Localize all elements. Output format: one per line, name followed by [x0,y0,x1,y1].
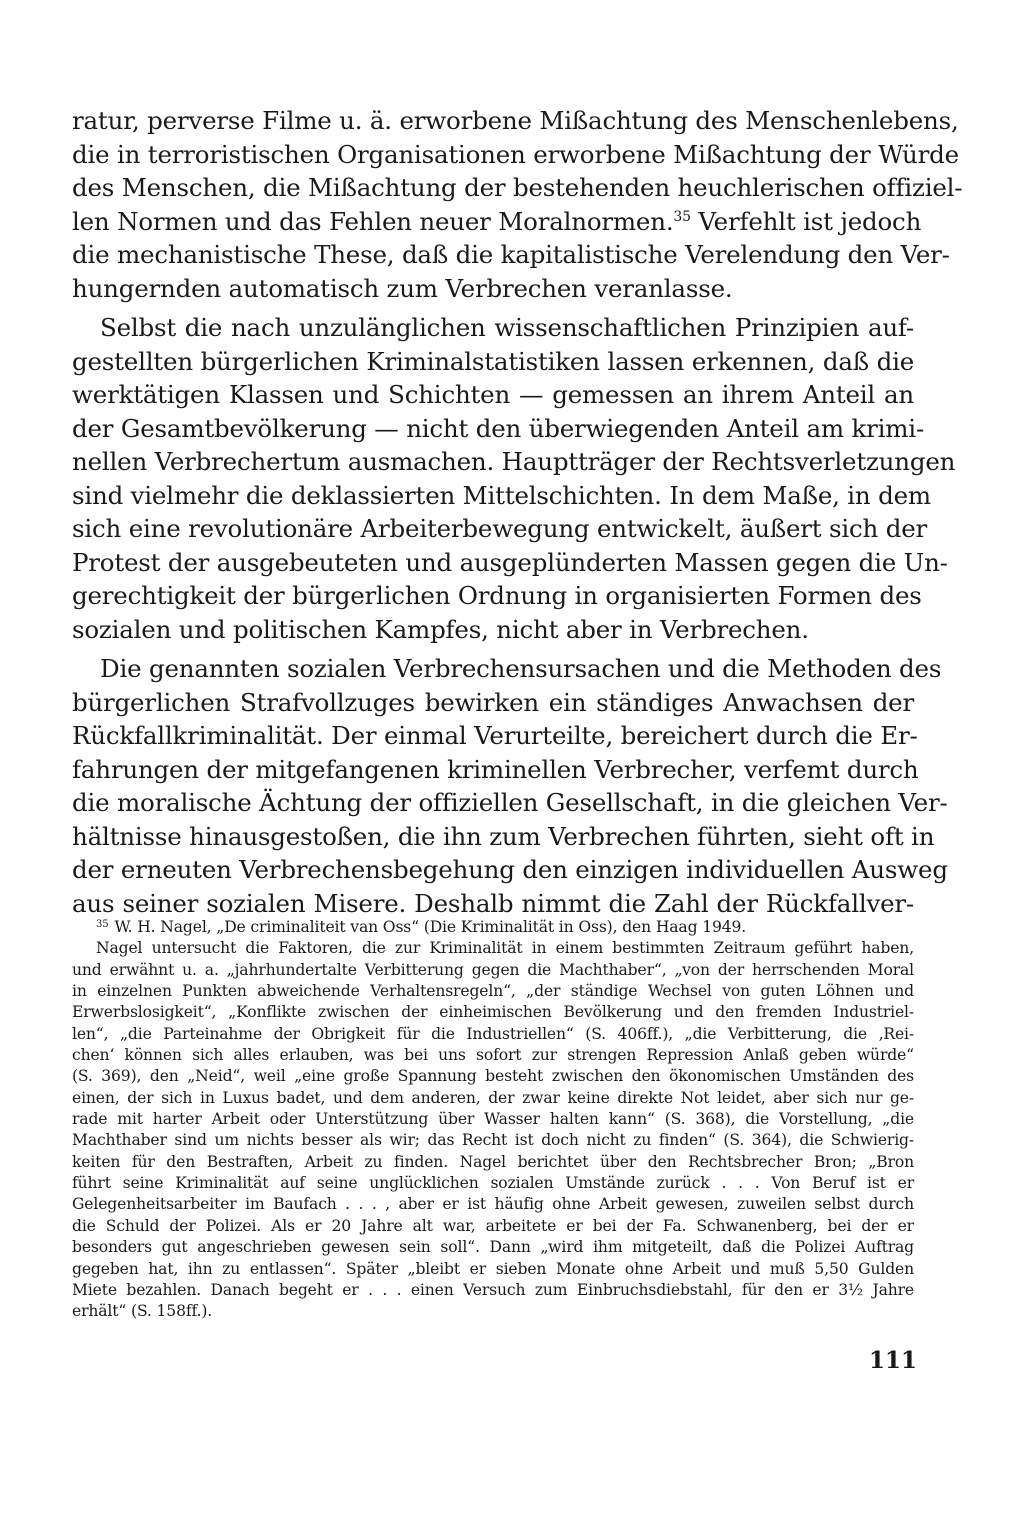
footnote-line: rade mit harter Arbeit oder Unterstützung über Wasser halten kann“ (S. 368), die Vorstellung, „die [72,1110,914,1129]
footnote-line: und erwähnt u. a. „jahrhundertalte Verbitterung gegen die Machthaber“, „von der herrschenden Moral [72,960,914,979]
body-line: werktätigen Klassen und Schichten — gemessen an ihrem Anteil an [72,380,914,409]
footnote-line: len“, „die Parteinahme der Obrigkeit für die Industriellen“ (S. 406ff.), „die Verbitterung, die ‚Rei- [72,1024,914,1043]
body-line: Die genannten sozialen Verbrechensursachen und die Methoden des [100,654,942,683]
body-line: Protest der ausgebeuteten und ausgeplünderten Massen gegen die Un- [72,547,948,577]
footnote-line-text: W. H. Nagel, „De criminaliteit van Oss“ (Die Kriminalität in Oss), den Haag 1949. [114,918,747,936]
body-line: bürgerlichen Strafvollzuges bewirken ein ständiges Anwachsen der [72,687,914,717]
body-line: sich eine revolutionäre Arbeiterbewegung entwickelt, äußert sich der [72,514,928,543]
footnote-line: Gelegenheitsarbeiter im Baufach . . . , aber er ist häufig ohne Arbeit gewesen, zuweilen selbst durch [72,1195,914,1214]
body-line: Selbst die nach unzulänglichen wissenschaftlichen Prinzipien auf- [100,313,914,342]
body-line: die mechanistische These, daß die kapitalistische Verelendung den Ver- [72,240,950,269]
body-line: gerechtigkeit der bürgerlichen Ordnung in organisierten Formen des [72,581,922,610]
footnote-line: (S. 369), den „Neid“, weil „eine große Spannung besteht zwischen den ökonomischen Umständen des [72,1067,914,1086]
footnote-block [72,917,914,1323]
footnote-line: einen, der sich in Luxus badet, und dem anderen, der zwar keine direkte Not leidet, aber sich nur ge- [72,1088,914,1107]
main-text [72,104,963,920]
body-line: Rückfallkriminalität. Der einmal Verurteilte, bereichert durch die Er- [72,721,918,750]
footnote-line: besonders gut angeschrieben gewesen sein soll“. Dann „wird ihm mitgeteilt, daß die Polizei Auftrag [72,1238,914,1257]
footnote-line: Nagel untersucht die Faktoren, die zur Kriminalität in einem bestimmten Zeitraum geführt haben, [96,939,914,958]
footnote-line: Erwerbslosigkeit“, „Konflikte zwischen der einheimischen Bevölkerung und den fremden Industriel- [72,1003,914,1022]
page-number: 111 [868,1347,917,1374]
body-line: aus seiner sozialen Misere. Deshalb nimmt die Zahl der Rückfallver- [72,888,914,918]
body-line: der erneuten Verbrechensbegehung den einzigen individuellen Ausweg [72,855,948,884]
footnote-line: Machthaber sind um nichts besser als wir; das Recht ist doch nicht zu finden“ (S. 364), die Schwierig- [72,1131,914,1150]
body-line [72,205,922,239]
body-line: nellen Verbrechertum ausmachen. Hauptträger der Rechtsverletzungen [72,447,956,476]
body-line-text: Verfehlt ist jedoch [690,206,922,236]
footnote-marker: 35 [96,919,109,930]
footnote-line: gegeben hat, ihn zu entlassen“. Später „bleibt er sieben Monate ohne Arbeit und muß 5,50 Gulden [72,1259,914,1278]
footnote-line: keiten für den Bestraften, Arbeit zu finden. Nagel berichtet über den Rechtsbrecher Bron; „Bron [72,1152,914,1171]
body-line: sozialen und politischen Kampfes, nicht aber in Verbrechen. [72,614,809,644]
body-line: hältnisse hinausgestoßen, die ihn zum Verbrechen führten, sieht oft in [72,821,935,851]
body-line: hungernden automatisch zum Verbrechen veranlasse. [72,273,733,303]
footnote-line: führt seine Kriminalität auf seine unglücklichen sozialen Umstände zurück . . . Von Beruf ist er [72,1174,914,1193]
body-line: fahrungen der mitgefangenen kriminellen Verbrecher, verfemt durch [72,754,919,784]
body-line: sind vielmehr die deklassierten Mittelschichten. In dem Maße, in dem [72,480,931,510]
body-line-text: len Normen und das Fehlen neuer Moralnormen. [72,206,674,236]
body-line: die moralische Ächtung der offiziellen Gesellschaft, in die gleichen Ver- [72,788,948,817]
body-line: des Menschen, die Mißachtung der bestehenden heuchlerischen offiziel- [72,173,963,202]
body-line: ratur, perverse Filme u. ä. erworbene Mißachtung des Menschenlebens, [72,106,959,135]
footnote-line: in einzelnen Punkten abweichende Verhaltensregeln“, „der ständige Wechsel von guten Löhnen und [72,982,914,1001]
footnote-reference: 35 [673,208,691,225]
body-line: die in terroristischen Organisationen erworbene Mißachtung der Würde [72,139,959,169]
footnote-line: die Schuld der Polizei. Als er 20 Jahre alt war, arbeitete er bei der Fa. Schwanenberg, bei der er [72,1216,914,1235]
body-line: gestellten bürgerlichen Kriminalstatistiken lassen erkennen, daß die [72,346,914,376]
footnote-line: erhält“ (S. 158ff.). [72,1302,213,1321]
body-line: der Gesamtbevölkerung — nicht den überwiegenden Anteil am krimi- [72,413,925,443]
footnote-line: Miete bezahlen. Danach begeht er . . . einen Versuch zum Einbruchsdiebstahl, für den er 3½ Jahre [72,1280,914,1299]
footnote-line: chen‘ können sich alles erlauben, was bei uns sofort zur strengen Repression Anlaß geben würde“ [72,1046,914,1065]
footnote-line [72,917,914,938]
